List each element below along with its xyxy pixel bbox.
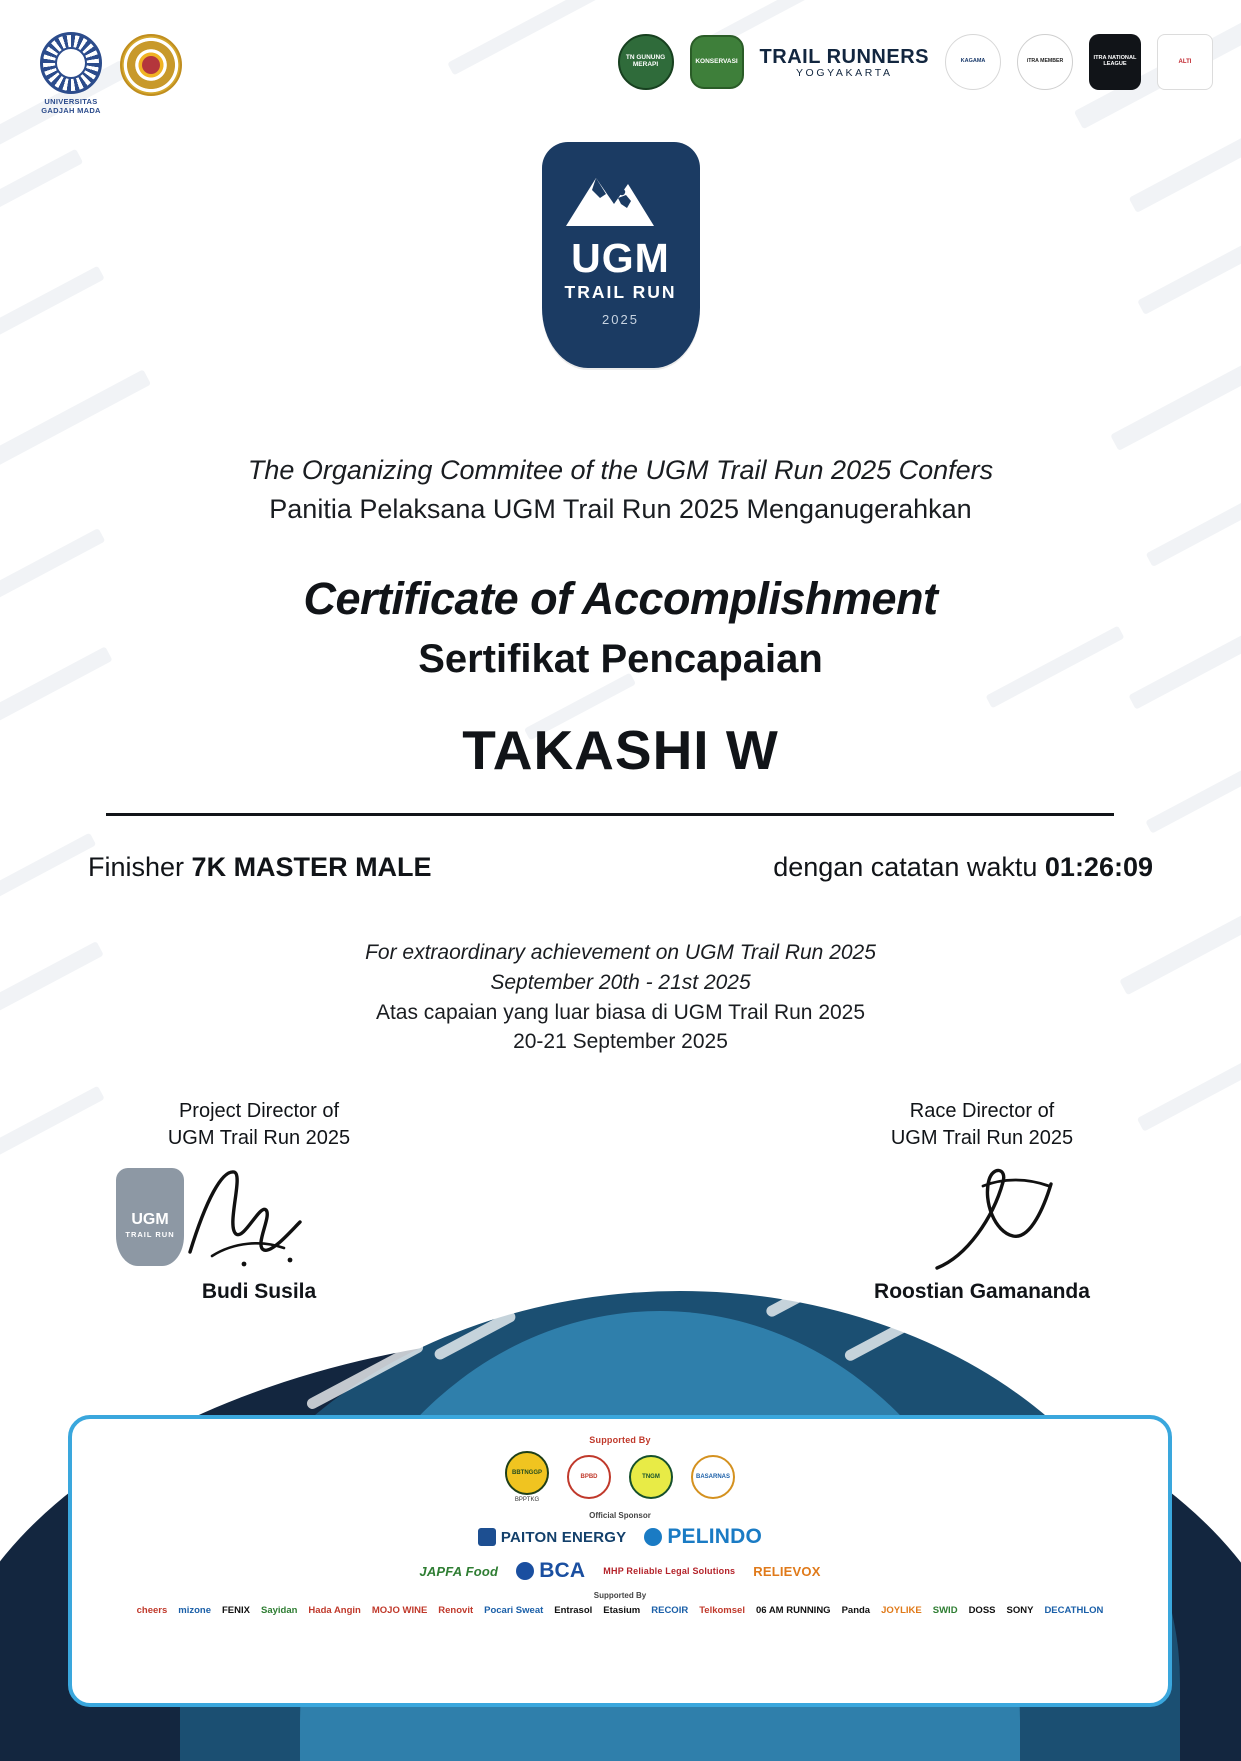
- sponsor-mhp: [603, 1566, 735, 1576]
- sponsor-fenix: FENIX: [222, 1605, 250, 1616]
- emblem-year: 2025: [602, 312, 639, 327]
- kagama-icon: [945, 34, 1001, 90]
- gov-logo-item: [691, 1455, 735, 1499]
- sponsor-label: JAPFA Food: [419, 1563, 499, 1579]
- sponsor-recoir: RECOIR: [651, 1605, 689, 1616]
- gov-logo-item: [505, 1451, 549, 1503]
- official-sponsor-heading: Official Sponsor: [589, 1511, 651, 1520]
- bca-mark-icon: [516, 1562, 534, 1580]
- partner-logo-itra-league: [1089, 34, 1141, 90]
- sponsor-joylike: JOYLIKE: [881, 1605, 922, 1616]
- sponsor-panel: [68, 1415, 1172, 1707]
- itra-league-label: ITRA NATIONAL LEAGUE: [1093, 55, 1137, 67]
- race-director-name: Roostian Gamananda: [874, 1280, 1090, 1303]
- confer-line-english: The Organizing Commitee of the UGM Trail Run 2025 Confers: [247, 455, 994, 485]
- sponsor-pocari: Pocari Sweat: [484, 1605, 544, 1616]
- sponsor-pelindo: [644, 1525, 762, 1549]
- tngm-icon: [618, 34, 674, 90]
- supported-by-heading-2: Supported By: [593, 1591, 647, 1600]
- sponsor-entrasol: Entrasol: [554, 1605, 593, 1616]
- itra-label: iTRA MEMBER: [1026, 58, 1064, 65]
- signature-block-race-director: [817, 1098, 1147, 1306]
- alti-icon: [1157, 34, 1213, 90]
- project-director-name: Budi Susila: [201, 1280, 317, 1303]
- sponsor-hada-angin: Hada Angin: [308, 1605, 361, 1616]
- project-director-signature-icon: [94, 1160, 424, 1282]
- kagama-seal-icon: [120, 34, 182, 96]
- section-divider: [106, 813, 1114, 816]
- gov-logo-item: [629, 1455, 673, 1499]
- project-director-signature-area: [94, 1160, 424, 1282]
- sponsor-japfa-food: [419, 1564, 498, 1579]
- project-director-role-line2: UGM Trail Run 2025: [167, 1127, 351, 1149]
- secondary-sponsor-row: [90, 1559, 1150, 1583]
- sponsor-etasium: Etasium: [603, 1605, 641, 1616]
- ugm-logo: [40, 32, 102, 115]
- achievement-indonesian-line2: 20-21 September 2025: [513, 1030, 728, 1054]
- partner-logo-alti: [1157, 34, 1213, 90]
- achievement-english-line2: September 20th - 21st 2025: [490, 970, 751, 994]
- partner-logo-kagama: [945, 34, 1001, 90]
- stamp-title: UGM: [131, 1211, 169, 1228]
- institution-logos: [40, 32, 182, 115]
- ugm-seal-icon: [40, 32, 102, 94]
- official-sponsor-row: [90, 1525, 1150, 1549]
- government-logo-row: [90, 1451, 1150, 1503]
- sponsor-label: BCA: [539, 1559, 586, 1582]
- sponsor-decathlon: DECATHLON: [1044, 1605, 1104, 1616]
- sponsor-label: PAITON ENERGY: [500, 1528, 627, 1546]
- partner-logo-trail-runners: [760, 46, 929, 79]
- bpptkg-icon: [505, 1451, 549, 1495]
- gov-logo-item: [567, 1455, 611, 1499]
- sponsor-bca: [516, 1559, 585, 1583]
- sponsor-label: MHP Reliable Legal Solutions: [603, 1566, 736, 1576]
- result-row: [88, 852, 1153, 883]
- basarnas-icon: [691, 1455, 735, 1499]
- confer-line-indonesian: Panitia Pelaksana UGM Trail Run 2025 Menganugerahkan: [269, 494, 972, 524]
- stamp-sub: TRAIL RUN: [125, 1230, 175, 1239]
- partner-logos: [618, 34, 1213, 90]
- mountain-runner-icon: [562, 164, 680, 230]
- achievement-english-line1: For extraordinary achievement on UGM Trail Run 2025: [365, 941, 876, 964]
- tngm-icon-small: [629, 1455, 673, 1499]
- gov-logo-label: BPBD: [580, 1473, 598, 1480]
- achievement-indonesian-line1: Atas capaian yang luar biasa di UGM Trail Run 2025: [375, 1000, 866, 1024]
- result-time-group: [773, 852, 1153, 883]
- recipient-name: TAKASHI W: [462, 719, 779, 781]
- race-director-signature-area: [817, 1160, 1147, 1282]
- race-director-role-line1: Race Director of: [909, 1100, 1055, 1122]
- gov-logo-label: TNGM: [642, 1473, 660, 1480]
- sponsor-mojo-wine: MOJO WINE: [371, 1605, 428, 1616]
- itra-league-icon: [1089, 34, 1141, 90]
- result-category-group: [88, 852, 432, 883]
- certificate-title-indonesian: Sertifikat Pencapaian: [418, 637, 823, 681]
- sponsor-paiton-energy: [478, 1528, 626, 1546]
- gov-logo-label: BASARNAS: [696, 1473, 731, 1480]
- konservasi-icon: [690, 35, 744, 89]
- bpptkg-caption: BPPTKG: [514, 1497, 540, 1503]
- partner-logo-konservasi: [690, 35, 744, 89]
- event-emblem: [0, 142, 1241, 368]
- sponsor-renovit: Renovit: [438, 1605, 474, 1616]
- race-category: 7K MASTER MALE: [191, 852, 432, 882]
- itra-icon: [1017, 34, 1073, 90]
- alti-label: ALTI: [1178, 58, 1192, 65]
- finish-time: 01:26:09: [1044, 852, 1153, 882]
- signature-block-project-director: [94, 1098, 424, 1306]
- race-director-signature-icon: [817, 1160, 1147, 1282]
- trail-runners-sub: YOGYAKARTA: [795, 66, 893, 79]
- ugm-logo-caption: UNIVERSITAS GADJAH MADA: [41, 97, 101, 115]
- sponsor-doss: DOSS: [968, 1605, 996, 1616]
- sponsor-telkomsel: Telkomsel: [699, 1605, 745, 1616]
- sponsor-panda: Panda: [841, 1605, 871, 1616]
- sponsor-cheers: cheers: [136, 1605, 168, 1616]
- finisher-label: Finisher: [88, 852, 185, 882]
- partner-logo-tngm: [618, 34, 674, 90]
- certificate-title-english: Certificate of Accomplishment: [303, 573, 938, 624]
- emblem-title: UGM: [571, 235, 670, 281]
- partner-logo-itra: [1017, 34, 1073, 90]
- kagama-label: KAGAMA: [960, 58, 986, 65]
- konservasi-label: KONSERVASI: [695, 57, 738, 65]
- small-sponsor-row: [90, 1605, 1150, 1616]
- sponsor-relievox: [753, 1564, 820, 1579]
- achievement-block: [0, 938, 1241, 1057]
- sponsor-sayidan: Sayidan: [260, 1605, 298, 1616]
- tngm-label: TN GUNUNG MERAPI: [625, 54, 666, 68]
- gov-logo-label: BBTNGGP: [512, 1469, 542, 1476]
- sponsor-sony: SONY: [1006, 1605, 1034, 1616]
- pelindo-mark-icon: [644, 1528, 662, 1546]
- project-director-role-line1: Project Director of: [178, 1100, 340, 1122]
- supported-by-heading: Supported By: [589, 1435, 651, 1445]
- sponsor-06am-running: 06 AM RUNNING: [755, 1605, 831, 1616]
- sponsor-label: PELINDO: [667, 1525, 763, 1548]
- paiton-mark-icon: [478, 1528, 496, 1546]
- sponsor-mizone: mizone: [178, 1605, 211, 1616]
- emblem-subtitle: TRAIL RUN: [564, 282, 677, 302]
- bpbd-icon: [567, 1455, 611, 1499]
- trail-runners-name: TRAIL RUNNERS: [759, 45, 929, 68]
- sponsor-swid: SWID: [932, 1605, 958, 1616]
- sponsor-label: RELIEVOX: [753, 1563, 821, 1579]
- race-director-role-line2: UGM Trail Run 2025: [890, 1127, 1074, 1149]
- time-label: dengan catatan waktu: [773, 852, 1038, 882]
